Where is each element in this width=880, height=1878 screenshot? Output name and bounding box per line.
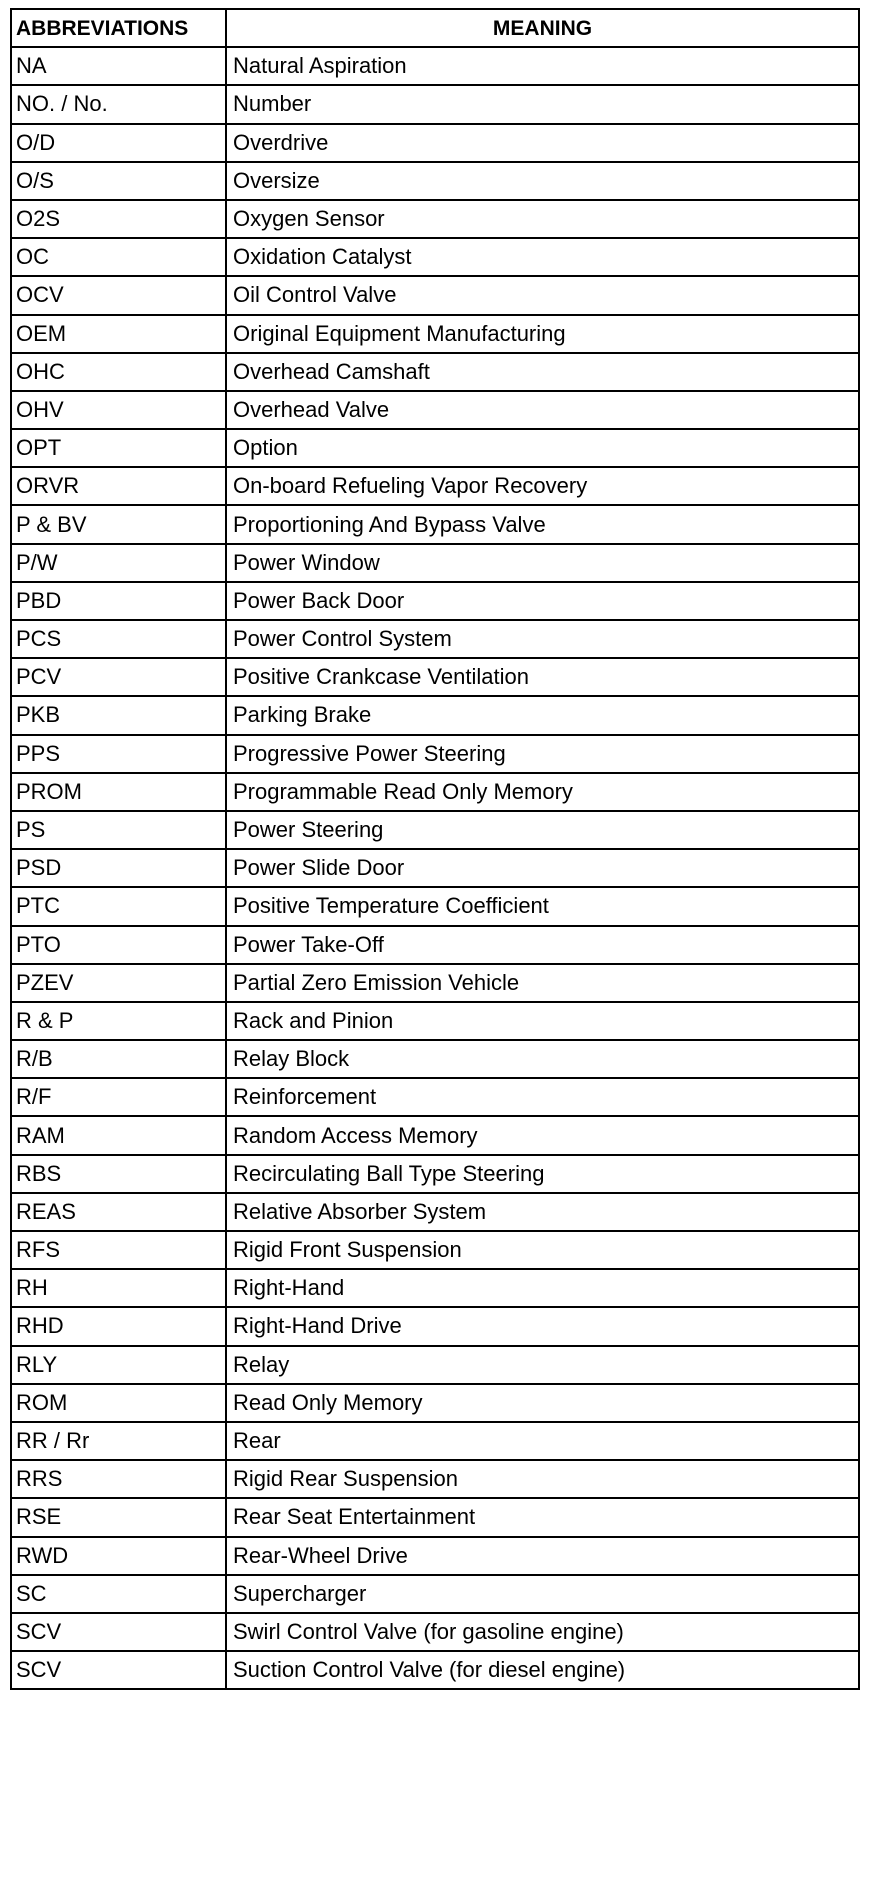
meaning-cell: Rear: [226, 1422, 859, 1460]
table-row: [11, 1498, 859, 1536]
abbreviation-cell: ROM: [11, 1384, 226, 1422]
meaning-cell: Reinforcement: [226, 1078, 859, 1116]
abbreviation-cell: OHV: [11, 391, 226, 429]
meaning-cell: Oxidation Catalyst: [226, 238, 859, 276]
meaning-cell: Rigid Front Suspension: [226, 1231, 859, 1269]
meaning-cell: Overdrive: [226, 124, 859, 162]
table-row: [11, 1422, 859, 1460]
meaning-cell: Proportioning And Bypass Valve: [226, 505, 859, 543]
table-header-row: [11, 9, 859, 47]
abbreviations-table: [10, 8, 860, 1690]
meaning-cell: Power Control System: [226, 620, 859, 658]
abbreviation-cell: OPT: [11, 429, 226, 467]
meaning-cell: Swirl Control Valve (for gasoline engine): [226, 1613, 859, 1651]
abbreviation-cell: RR / Rr: [11, 1422, 226, 1460]
table-row: [11, 696, 859, 734]
abbreviation-cell: R & P: [11, 1002, 226, 1040]
table-row: [11, 315, 859, 353]
abbreviation-cell: RBS: [11, 1155, 226, 1193]
table-row: [11, 1537, 859, 1575]
meaning-cell: Recirculating Ball Type Steering: [226, 1155, 859, 1193]
abbreviation-cell: PTC: [11, 887, 226, 925]
meaning-cell: Oversize: [226, 162, 859, 200]
table-row: [11, 353, 859, 391]
table-row: [11, 1269, 859, 1307]
table-row: [11, 1193, 859, 1231]
abbreviation-cell: ORVR: [11, 467, 226, 505]
abbreviation-cell: SCV: [11, 1651, 226, 1689]
table-row: [11, 1155, 859, 1193]
table-row: [11, 1307, 859, 1345]
abbreviation-cell: SC: [11, 1575, 226, 1613]
abbreviation-cell: RRS: [11, 1460, 226, 1498]
table-row: [11, 849, 859, 887]
table-row: [11, 620, 859, 658]
table-row: [11, 1460, 859, 1498]
abbreviation-cell: RSE: [11, 1498, 226, 1536]
meaning-cell: Power Take-Off: [226, 926, 859, 964]
table-row: [11, 1040, 859, 1078]
meaning-cell: Rack and Pinion: [226, 1002, 859, 1040]
meaning-cell: Power Back Door: [226, 582, 859, 620]
meaning-cell: Positive Crankcase Ventilation: [226, 658, 859, 696]
abbreviation-cell: RHD: [11, 1307, 226, 1345]
table-row: [11, 1116, 859, 1154]
abbreviations-table-container: [10, 8, 860, 1690]
table-row: [11, 1613, 859, 1651]
meaning-column-header: MEANING: [226, 9, 859, 47]
meaning-cell: Right-Hand Drive: [226, 1307, 859, 1345]
table-row: [11, 276, 859, 314]
abbreviation-cell: PCV: [11, 658, 226, 696]
abbreviation-cell: OC: [11, 238, 226, 276]
meaning-cell: Overhead Valve: [226, 391, 859, 429]
meaning-cell: Power Slide Door: [226, 849, 859, 887]
abbreviation-cell: PSD: [11, 849, 226, 887]
table-row: [11, 467, 859, 505]
meaning-cell: Natural Aspiration: [226, 47, 859, 85]
table-row: [11, 505, 859, 543]
abbreviation-cell: PS: [11, 811, 226, 849]
table-row: [11, 1346, 859, 1384]
abbreviation-cell: SCV: [11, 1613, 226, 1651]
table-row: [11, 735, 859, 773]
table-row: [11, 887, 859, 925]
abbreviation-cell: RAM: [11, 1116, 226, 1154]
abbreviation-cell: PPS: [11, 735, 226, 773]
meaning-cell: Rear Seat Entertainment: [226, 1498, 859, 1536]
abbreviation-cell: O/S: [11, 162, 226, 200]
table-row: [11, 1651, 859, 1689]
abbreviation-cell: REAS: [11, 1193, 226, 1231]
abbreviation-cell: RWD: [11, 1537, 226, 1575]
meaning-cell: Relay Block: [226, 1040, 859, 1078]
table-row: [11, 1575, 859, 1613]
table-row: [11, 429, 859, 467]
meaning-cell: Oil Control Valve: [226, 276, 859, 314]
table-row: [11, 1002, 859, 1040]
abbreviation-cell: PKB: [11, 696, 226, 734]
meaning-cell: Original Equipment Manufacturing: [226, 315, 859, 353]
abbreviation-cell: R/B: [11, 1040, 226, 1078]
abbreviation-cell: NO. / No.: [11, 85, 226, 123]
meaning-cell: Number: [226, 85, 859, 123]
meaning-cell: Relay: [226, 1346, 859, 1384]
abbreviation-cell: PTO: [11, 926, 226, 964]
meaning-cell: Parking Brake: [226, 696, 859, 734]
meaning-cell: Read Only Memory: [226, 1384, 859, 1422]
abbreviation-cell: PBD: [11, 582, 226, 620]
meaning-cell: Right-Hand: [226, 1269, 859, 1307]
table-body: [11, 47, 859, 1689]
abbreviation-cell: NA: [11, 47, 226, 85]
table-row: [11, 926, 859, 964]
table-row: [11, 1384, 859, 1422]
meaning-cell: Relative Absorber System: [226, 1193, 859, 1231]
abbreviation-cell: PZEV: [11, 964, 226, 1002]
table-row: [11, 391, 859, 429]
abbreviation-cell: R/F: [11, 1078, 226, 1116]
meaning-cell: Positive Temperature Coefficient: [226, 887, 859, 925]
meaning-cell: Supercharger: [226, 1575, 859, 1613]
meaning-cell: Oxygen Sensor: [226, 200, 859, 238]
abbreviation-cell: OCV: [11, 276, 226, 314]
table-row: [11, 238, 859, 276]
meaning-cell: Suction Control Valve (for diesel engine): [226, 1651, 859, 1689]
meaning-cell: Programmable Read Only Memory: [226, 773, 859, 811]
meaning-cell: Rear-Wheel Drive: [226, 1537, 859, 1575]
meaning-cell: Random Access Memory: [226, 1116, 859, 1154]
table-row: [11, 658, 859, 696]
meaning-cell: Rigid Rear Suspension: [226, 1460, 859, 1498]
table-row: [11, 964, 859, 1002]
meaning-cell: Overhead Camshaft: [226, 353, 859, 391]
table-row: [11, 811, 859, 849]
abbreviation-cell: RFS: [11, 1231, 226, 1269]
abbreviation-cell: OEM: [11, 315, 226, 353]
abbreviation-cell: PROM: [11, 773, 226, 811]
table-row: [11, 47, 859, 85]
table-row: [11, 773, 859, 811]
table-row: [11, 124, 859, 162]
table-row: [11, 1078, 859, 1116]
meaning-cell: Progressive Power Steering: [226, 735, 859, 773]
meaning-cell: On-board Refueling Vapor Recovery: [226, 467, 859, 505]
abbreviation-cell: RH: [11, 1269, 226, 1307]
abbreviation-cell: P/W: [11, 544, 226, 582]
meaning-cell: Option: [226, 429, 859, 467]
meaning-cell: Power Steering: [226, 811, 859, 849]
abbreviation-cell: RLY: [11, 1346, 226, 1384]
table-row: [11, 200, 859, 238]
meaning-cell: Partial Zero Emission Vehicle: [226, 964, 859, 1002]
table-row: [11, 85, 859, 123]
abbreviation-cell: O/D: [11, 124, 226, 162]
meaning-cell: Power Window: [226, 544, 859, 582]
abbreviation-cell: P & BV: [11, 505, 226, 543]
table-row: [11, 582, 859, 620]
abbreviations-column-header: ABBREVIATIONS: [11, 9, 226, 47]
table-row: [11, 544, 859, 582]
table-row: [11, 1231, 859, 1269]
abbreviation-cell: OHC: [11, 353, 226, 391]
table-row: [11, 162, 859, 200]
abbreviation-cell: PCS: [11, 620, 226, 658]
abbreviation-cell: O2S: [11, 200, 226, 238]
